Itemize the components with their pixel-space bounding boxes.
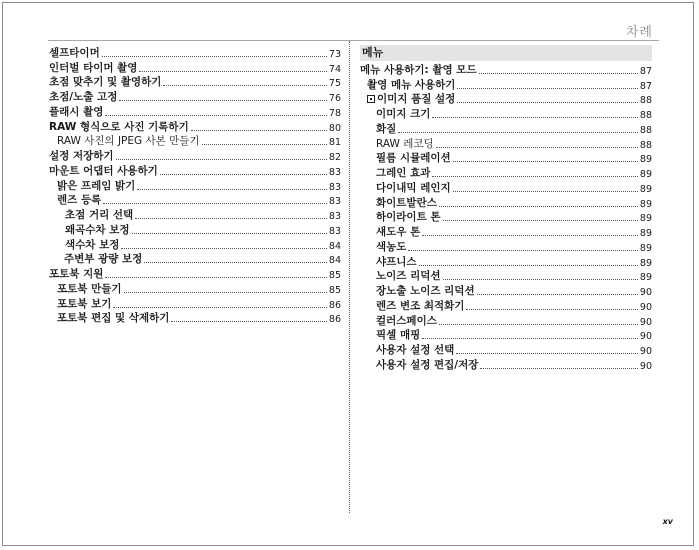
toc-entry-page: 86 <box>328 299 341 311</box>
toc-entry[interactable] <box>49 252 341 267</box>
toc-entry[interactable] <box>360 342 652 357</box>
toc-entry-page: 89 <box>639 213 652 225</box>
dot-leader <box>105 115 327 116</box>
toc-entry-page: 89 <box>639 154 652 166</box>
toc-entry-label <box>376 268 441 283</box>
toc-entry-text: 인터벌 타이머 촬영 <box>49 61 138 74</box>
toc-entry-label <box>376 136 434 151</box>
toc-entry-page: 75 <box>328 78 341 90</box>
toc-entry-text: 사용자 설정 편집/저장 <box>376 358 479 371</box>
dot-leader <box>477 294 638 295</box>
toc-entry[interactable] <box>49 45 341 60</box>
toc-entry-label <box>49 104 103 119</box>
dot-leader <box>443 279 638 280</box>
toc-entry-text: 포토북 편집 및 삭제하기 <box>57 312 170 325</box>
toc-entry-page: 73 <box>328 48 341 60</box>
toc-entry-page: 74 <box>328 63 341 75</box>
toc-entry-label <box>376 327 420 342</box>
toc-entry-label <box>57 296 111 311</box>
toc-entry[interactable] <box>360 210 652 225</box>
toc-entry-page: 82 <box>328 152 341 163</box>
dot-leader <box>456 353 638 354</box>
toc-entry[interactable] <box>49 281 341 296</box>
dot-leader <box>132 233 327 234</box>
toc-entry-label <box>376 342 454 357</box>
toc-entry-page: 87 <box>639 80 652 92</box>
toc-entry-text: 초점/노출 고정 <box>49 91 118 103</box>
toc-entry-page: 83 <box>328 166 341 178</box>
toc-entry-text: RAW 사진의 JPEG 사본 만들기 <box>57 135 200 148</box>
toc-entry[interactable] <box>360 165 652 180</box>
dot-leader <box>102 56 327 57</box>
toc-entry-label <box>57 310 169 325</box>
toc-entry-text: 마운트 어댑터 사용하기 <box>49 164 158 177</box>
toc-entry-text: 렌즈 변조 최적화기 <box>376 299 465 312</box>
toc-entry-page: 87 <box>639 65 652 77</box>
dot-leader <box>457 88 637 89</box>
toc-entry[interactable] <box>360 151 652 166</box>
toc-entry[interactable] <box>360 62 652 77</box>
toc-entry-page: 90 <box>639 287 652 298</box>
toc-entry-label <box>49 89 117 104</box>
toc-entry[interactable] <box>360 136 652 151</box>
toc-entry-label <box>376 254 417 269</box>
toc-entry-text: 주변부 광량 보정 <box>64 253 143 266</box>
dot-leader <box>160 174 327 175</box>
toc-entry[interactable] <box>360 313 652 328</box>
toc-entry[interactable] <box>49 178 341 193</box>
toc-entry-page: 83 <box>328 181 341 193</box>
toc-entry-page: 83 <box>328 211 341 222</box>
toc-entry-text: 섀도우 톤 <box>376 226 421 238</box>
toc-entry-label <box>376 283 475 298</box>
dot-leader <box>457 102 638 103</box>
toc-entry[interactable] <box>360 92 652 107</box>
toc-entry-text: 메뉴 사용하기: 촬영 모드 <box>360 63 477 76</box>
toc-entry-text: 플래시 촬영 <box>49 105 104 118</box>
dot-leader <box>439 206 638 207</box>
toc-entry-label <box>49 163 158 178</box>
toc-entry-label <box>376 224 420 239</box>
toc-entry[interactable] <box>360 269 652 284</box>
dot-leader <box>137 189 327 190</box>
dot-leader <box>453 161 638 162</box>
toc-entry-text: 포토북 지원 <box>49 268 104 280</box>
toc-entry-page: 81 <box>328 137 341 149</box>
toc-entry[interactable] <box>49 75 341 90</box>
section-header-menu: 메뉴 <box>360 45 652 61</box>
toc-entry-label <box>376 298 464 313</box>
page-title: 차례 <box>625 25 653 40</box>
toc-entry[interactable] <box>360 180 652 195</box>
toc-entry-label <box>57 281 122 296</box>
dot-leader <box>191 130 327 131</box>
dot-leader <box>103 203 327 204</box>
toc-entry-page: 88 <box>639 139 652 151</box>
toc-entry-label <box>65 237 119 252</box>
toc-entry-page: 90 <box>639 360 652 372</box>
toc-entry-page: 83 <box>328 196 341 208</box>
toc-entry[interactable] <box>360 283 652 298</box>
toc-entry[interactable] <box>49 148 341 163</box>
toc-entry[interactable] <box>360 298 652 313</box>
toc-entry-label <box>376 313 437 328</box>
toc-entry[interactable] <box>49 296 341 311</box>
dot-leader <box>124 292 327 293</box>
toc-entry-text: 렌즈 등록 <box>57 194 102 207</box>
dot-leader <box>432 117 638 118</box>
dot-leader <box>453 191 638 192</box>
toc-entry-text: 이미지 품질 설정 <box>377 93 456 106</box>
toc-entry-text: 화이트발란스 <box>376 196 437 209</box>
toc-entry-page: 89 <box>639 257 652 269</box>
toc-entry-text: RAW 레코딩 <box>376 137 434 150</box>
toc-entry-label <box>376 357 478 372</box>
toc-entry[interactable] <box>360 106 652 121</box>
toc-entry-label <box>367 77 455 92</box>
dot-leader <box>116 159 327 160</box>
toc-entry[interactable] <box>49 193 341 208</box>
toc-entry[interactable] <box>360 328 652 343</box>
toc-entry-label <box>49 74 161 89</box>
toc-entry[interactable] <box>49 266 341 281</box>
toc-entry[interactable] <box>49 134 341 149</box>
dot-leader <box>113 307 327 308</box>
toc-entry-text: 다이내믹 레인지 <box>376 181 451 194</box>
page-number: xv <box>662 517 673 526</box>
toc-entry-label <box>376 106 430 121</box>
toc-entry-text: 셀프타이머 <box>49 46 100 59</box>
dot-leader <box>139 71 326 72</box>
toc-entry-text: 사용자 설정 선택 <box>376 344 455 356</box>
toc-entry-text: RAW 형식으로 사진 기록하기 <box>49 120 189 133</box>
toc-entry-label <box>376 209 441 224</box>
toc-entry-text: 필름 시뮬레이션 <box>376 152 451 165</box>
header-rule <box>48 40 659 41</box>
toc-entry[interactable] <box>49 89 341 104</box>
toc-entry-text: 화질 <box>376 122 397 135</box>
dot-leader <box>144 262 327 263</box>
toc-entry-text: 하이라이트 톤 <box>376 211 441 224</box>
toc-left-column <box>49 45 341 325</box>
dot-leader <box>398 132 638 133</box>
toc-entry[interactable] <box>49 104 341 119</box>
toc-entry-label <box>376 195 437 210</box>
toc-entry-text: 색수차 보정 <box>65 238 120 251</box>
toc-entry-page: 88 <box>639 95 652 107</box>
toc-entry-text: 샤프니스 <box>376 255 417 268</box>
dot-leader <box>202 144 327 145</box>
toc-entry-page: 84 <box>328 240 341 252</box>
toc-entry[interactable] <box>49 207 341 222</box>
toc-entry-text: 컬러스페이스 <box>376 314 437 327</box>
toc-entry-page: 90 <box>639 316 652 328</box>
toc-entry-page: 90 <box>639 346 652 357</box>
toc-entry-label <box>376 150 451 165</box>
toc-entry-text: 초점 거리 선택 <box>65 209 134 221</box>
toc-entry-label <box>367 91 455 106</box>
toc-entry-text: 이미지 크기 <box>376 108 431 120</box>
toc-entry-page: 89 <box>639 242 652 254</box>
toc-entry-label <box>376 121 396 136</box>
toc-entry-page: 89 <box>639 272 652 284</box>
toc-entry[interactable] <box>360 121 652 136</box>
dot-leader <box>422 338 638 339</box>
toc-entry-label <box>49 119 189 134</box>
toc-entry[interactable] <box>360 254 652 269</box>
toc-entry[interactable] <box>360 239 652 254</box>
toc-entry-label <box>376 239 406 254</box>
toc-entry-page: 86 <box>328 314 341 326</box>
toc-entry-page: 88 <box>639 110 652 121</box>
dot-leader <box>432 176 638 177</box>
toc-entry[interactable] <box>360 77 652 92</box>
toc-entry-label <box>49 148 114 163</box>
dot-leader <box>466 309 637 310</box>
toc-entry-text: 픽셀 매핑 <box>376 329 421 342</box>
toc-entry-text: 밝은 프레임 밝기 <box>57 179 136 192</box>
toc-entry[interactable] <box>49 222 341 237</box>
column-divider <box>349 41 350 513</box>
toc-entry-text: 왜곡수차 보정 <box>65 223 130 236</box>
toc-entry-text: 장노출 노이즈 리덕션 <box>376 285 475 297</box>
camera-menu-icon <box>367 95 375 103</box>
toc-entry-label <box>376 165 430 180</box>
toc-entry-text: 설정 저장하기 <box>49 150 114 162</box>
toc-entry-page: 90 <box>639 301 652 313</box>
toc-entry-page: 89 <box>639 183 652 195</box>
toc-entry-page: 89 <box>639 169 652 180</box>
toc-entry-label <box>49 60 137 75</box>
toc-entry-text: 포토북 만들기 <box>57 282 122 295</box>
dot-leader <box>121 248 327 249</box>
toc-entry[interactable] <box>49 119 341 134</box>
toc-entry-text: 포토북 보기 <box>57 297 112 310</box>
dot-leader <box>419 265 638 266</box>
toc-entry[interactable] <box>360 357 652 372</box>
dot-leader <box>119 100 327 101</box>
toc-entry-label <box>57 192 101 207</box>
dot-leader <box>443 220 638 221</box>
toc-entry-page: 88 <box>639 124 652 136</box>
toc-entry-text: 그레인 효과 <box>376 167 431 179</box>
toc-entry-page: 90 <box>639 331 652 343</box>
toc-entry-label <box>360 62 477 77</box>
toc-entry-label <box>376 180 451 195</box>
dot-leader <box>479 73 638 74</box>
dot-leader <box>163 85 327 86</box>
toc-entry-page: 85 <box>328 284 341 296</box>
toc-entry-label <box>65 207 133 222</box>
toc-entry-label <box>49 266 103 281</box>
toc-entry[interactable] <box>49 311 341 326</box>
toc-entry[interactable] <box>49 237 341 252</box>
toc-entry[interactable] <box>49 163 341 178</box>
toc-entry-label <box>64 251 142 266</box>
toc-entry[interactable] <box>360 224 652 239</box>
toc-entry-text: 초점 맞추기 및 촬영하기 <box>49 76 162 89</box>
toc-entry-page: 80 <box>328 122 341 134</box>
toc-entry-page: 89 <box>639 198 652 210</box>
dot-leader <box>105 277 327 278</box>
toc-entry[interactable] <box>360 195 652 210</box>
dot-leader <box>171 321 327 322</box>
toc-entry-text: 노이즈 리덕션 <box>376 270 441 283</box>
toc-right-column <box>360 45 652 372</box>
dot-leader <box>422 235 638 236</box>
toc-entry-page: 84 <box>328 255 341 267</box>
toc-entry-label <box>57 178 135 193</box>
toc-entry-page: 85 <box>328 270 341 281</box>
toc-entry[interactable] <box>49 60 341 75</box>
dot-leader <box>408 250 637 251</box>
toc-entry-page: 83 <box>328 225 341 237</box>
dot-leader <box>480 368 637 369</box>
dot-leader <box>135 218 327 219</box>
toc-entry-page: 89 <box>639 228 652 239</box>
toc-entry-page: 78 <box>328 107 341 119</box>
toc-entry-label <box>57 133 200 148</box>
toc-entry-text: 촬영 메뉴 사용하기 <box>367 78 456 91</box>
dot-leader <box>436 147 638 148</box>
dot-leader <box>439 324 638 325</box>
toc-entry-label <box>65 222 130 237</box>
toc-entry-text: 색농도 <box>376 240 407 253</box>
toc-entry-page: 76 <box>328 93 341 104</box>
toc-entry-label <box>49 45 100 60</box>
